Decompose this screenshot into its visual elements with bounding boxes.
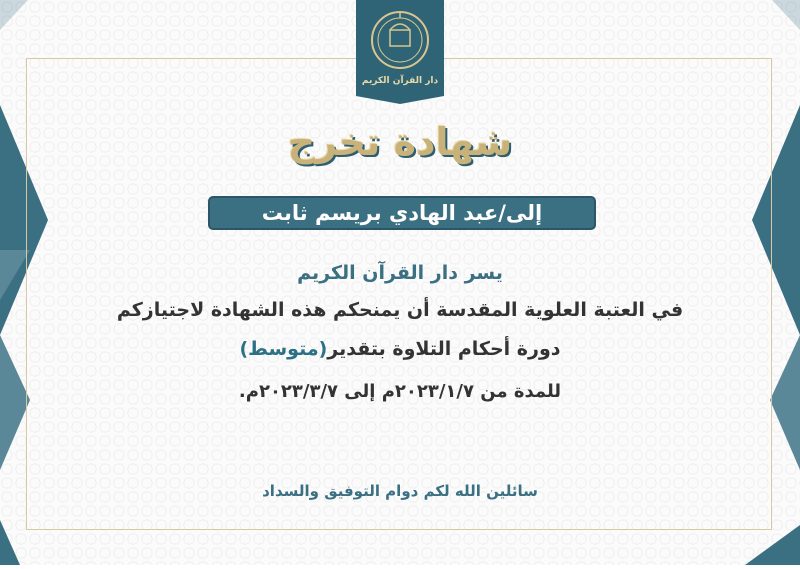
certificate-body xyxy=(60,255,740,407)
shrine-emblem-icon xyxy=(356,0,444,104)
emblem xyxy=(356,0,444,104)
body-line-2: في العتبة العلوية المقدسة أن يمنحكم هذه الشهادة لاجتيازكم xyxy=(116,299,684,321)
bottom-right-corner xyxy=(745,525,800,565)
recipient-bar xyxy=(208,196,596,230)
right-chevron-bottom xyxy=(770,335,800,470)
recipient-name: إلى/عبد الهادي بريسم ثابت xyxy=(261,201,543,225)
course-text: دورة أحكام التلاوة بتقدير xyxy=(327,338,561,360)
top-right-corner xyxy=(772,0,800,30)
body-line-4: للمدة من ٢٠٢٣/١/٧م إلى ٢٠٢٣/٣/٧م. xyxy=(238,381,562,402)
body-line-1: يسر دار القرآن الكريم xyxy=(297,262,503,284)
certificate-title: شهادة تخرج xyxy=(287,120,513,164)
body-line-3 xyxy=(60,329,740,369)
grade-text: (متوسط) xyxy=(239,338,328,360)
top-left-corner xyxy=(0,0,28,30)
emblem-caption: دار القرآن الكريم xyxy=(361,76,439,86)
bottom-left-corner xyxy=(0,520,20,565)
closing-text: سائلين الله لكم دوام التوفيق والسداد xyxy=(262,482,538,500)
